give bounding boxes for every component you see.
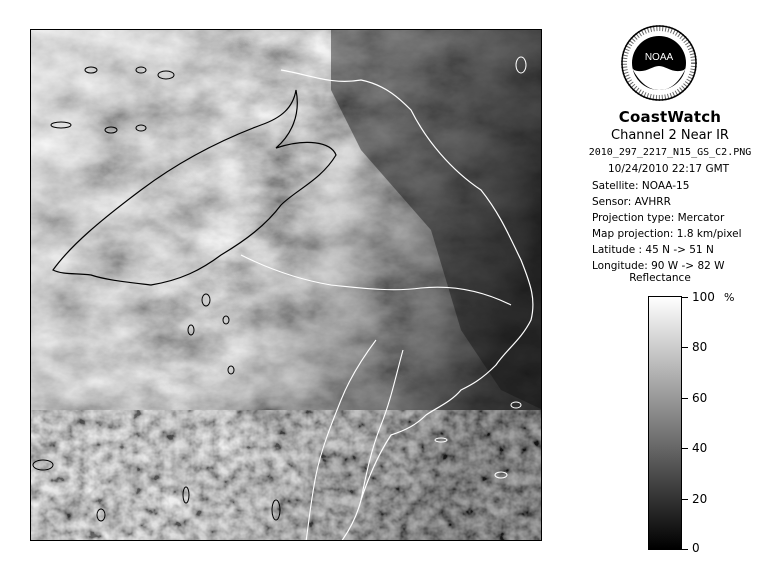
noaa-logo [620,24,698,102]
noaa-logo-text: NOAA [644,52,674,63]
noaa-logo-icon [620,24,698,102]
colorbar-tick-label: 60 [692,391,708,405]
legend-title: Reflectance [629,272,691,284]
colorbar-tick [682,398,688,399]
product-title: CoastWatch [618,108,722,126]
colorbar-tick [682,297,688,298]
colorbar-tick-label: 80 [692,340,708,354]
colorbar-tick-label: 100 [692,290,715,304]
reflectance-colorbar [648,296,682,550]
colorbar-tick [682,499,688,500]
satellite-image-map [30,29,542,541]
projection-type: Projection type: Mercator [592,212,725,224]
speckled-clouds [31,410,542,541]
satellite-info: Satellite: NOAA-15 [592,180,690,192]
sensor-info: Sensor: AVHRR [592,196,671,208]
colorbar-tick [682,347,688,348]
satellite-image-canvas [31,30,542,541]
colorbar-tick-label: 20 [692,492,708,506]
colorbar-tick-label: 0 [692,541,700,555]
longitude-range: Longitude: 90 W -> 82 W [592,260,725,272]
channel-label: Channel 2 Near IR [611,128,729,143]
date-time: 10/24/2010 22:17 GMT [608,163,730,175]
colorbar-tick [682,549,688,550]
colorbar-tick [682,448,688,449]
map-projection: Map projection: 1.8 km/pixel [592,228,742,240]
latitude-range: Latitude : 45 N -> 51 N [592,244,714,256]
image-filename: 2010_297_2217_N15_GS_C2.PNG [588,147,752,158]
legend-unit: % [724,291,735,304]
colorbar-tick-label: 40 [692,441,708,455]
